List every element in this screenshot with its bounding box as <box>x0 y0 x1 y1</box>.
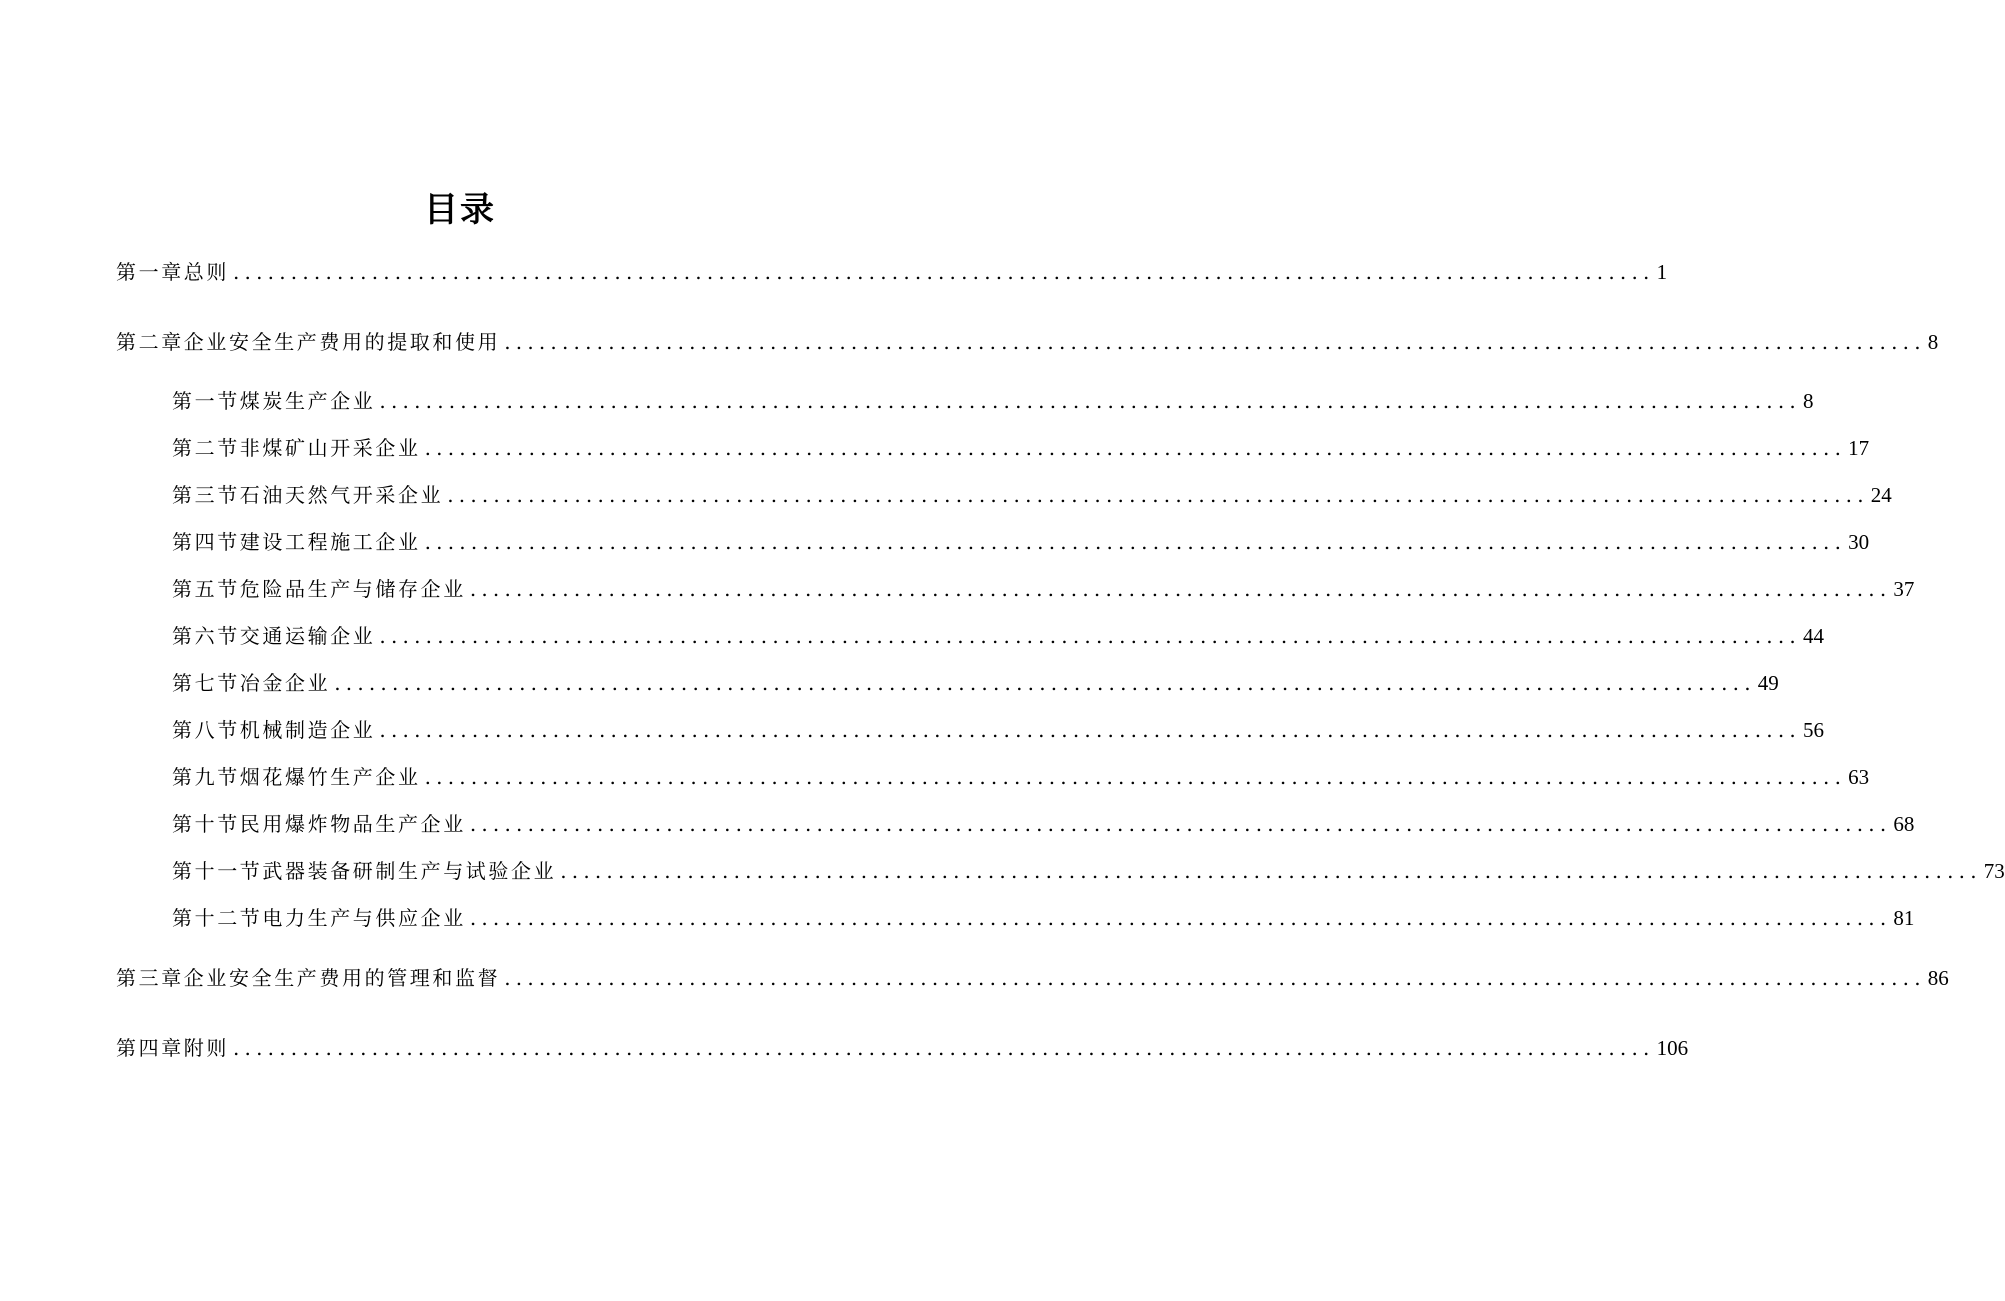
toc-dot-leader: ........................................................................................................................... <box>560 859 1982 883</box>
toc-entry-section-5[interactable] <box>172 573 1915 605</box>
toc-dot-leader: ........................................................................................................................... <box>379 389 1801 413</box>
toc-dot-leader: ........................................................................................................................... <box>469 577 1892 601</box>
toc-entry-label: 第十一节武器装备研制生产与试验企业 <box>172 859 557 883</box>
toc-page-number: 81 <box>1893 906 1915 930</box>
toc-entry-label: 第九节烟花爆竹生产企业 <box>172 765 421 789</box>
toc-entry-label: 第二节非煤矿山开采企业 <box>172 436 421 460</box>
toc-entry-section-11[interactable] <box>172 855 2005 887</box>
toc-entry-section-2[interactable] <box>172 432 1870 464</box>
toc-dot-leader: ........................................................................................................................... <box>469 812 1892 836</box>
toc-entry-label: 第五节危险品生产与储存企业 <box>172 577 466 601</box>
toc-entry-label: 第二章企业安全生产费用的提取和使用 <box>116 330 501 354</box>
toc-entry-label: 第一章总则 <box>116 260 229 284</box>
toc-page-number: 37 <box>1893 577 1915 601</box>
toc-page-number: 63 <box>1848 765 1870 789</box>
toc-entry-section-12[interactable] <box>172 902 1915 934</box>
toc-page-number: 24 <box>1870 483 1892 507</box>
toc-entry-chapter-2[interactable] <box>116 326 1939 358</box>
toc-entry-label: 第十节民用爆炸物品生产企业 <box>172 812 466 836</box>
toc-entry-label: 第三章企业安全生产费用的管理和监督 <box>116 966 501 990</box>
page-title: 目录 <box>424 190 496 230</box>
toc-page-number: 17 <box>1848 436 1870 460</box>
toc-entry-label: 第四章附则 <box>116 1036 229 1060</box>
toc-entry-label: 第三节石油天然气开采企业 <box>172 483 444 507</box>
toc-entry-label: 第六节交通运输企业 <box>172 624 376 648</box>
toc-entry-chapter-1[interactable] <box>116 256 1668 288</box>
toc-dot-leader: ........................................................................................................................... <box>334 671 1756 695</box>
toc-entry-section-6[interactable] <box>172 620 1824 652</box>
toc-entry-chapter-4[interactable] <box>116 1032 1689 1064</box>
toc-page-number: 49 <box>1757 671 1779 695</box>
toc-dot-leader: ........................................................................................................................... <box>447 483 1869 507</box>
toc-page-number: 73 <box>1983 859 2005 883</box>
toc-entry-chapter-3[interactable] <box>116 962 1949 994</box>
toc-entry-section-9[interactable] <box>172 761 1870 793</box>
toc-dot-leader: ........................................................................................................................... <box>424 765 1847 789</box>
toc-entry-label: 第一节煤炭生产企业 <box>172 389 376 413</box>
toc-entry-section-1[interactable] <box>172 385 1814 417</box>
toc-dot-leader: ........................................................................................................................... <box>424 530 1847 554</box>
toc-dot-leader: ........................................................................................................................... <box>504 966 1926 990</box>
toc-page-number: 56 <box>1802 718 1824 742</box>
toc-dot-leader: ........................................................................................................................... <box>424 436 1847 460</box>
toc-entry-section-4[interactable] <box>172 526 1870 558</box>
toc-entry-label: 第八节机械制造企业 <box>172 718 376 742</box>
toc-page-number: 106 <box>1656 1036 1689 1060</box>
toc-dot-leader: ........................................................................................................................... <box>233 260 1655 284</box>
toc-page-number: 8 <box>1802 389 1814 413</box>
toc-entry-label: 第四节建设工程施工企业 <box>172 530 421 554</box>
toc-page-number: 68 <box>1893 812 1915 836</box>
toc-entry-section-8[interactable] <box>172 714 1824 746</box>
toc-entry-section-10[interactable] <box>172 808 1915 840</box>
toc-entry-section-3[interactable] <box>172 479 1892 511</box>
toc-dot-leader: ........................................................................................................................... <box>504 330 1926 354</box>
toc-dot-leader: ........................................................................................................................... <box>379 718 1801 742</box>
toc-entry-label: 第七节冶金企业 <box>172 671 331 695</box>
toc-entry-section-7[interactable] <box>172 667 1779 699</box>
toc-page-number: 1 <box>1656 260 1668 284</box>
toc-page-number: 86 <box>1927 966 1949 990</box>
toc-dot-leader: ........................................................................................................................... <box>379 624 1801 648</box>
toc-page-number: 30 <box>1848 530 1870 554</box>
toc-dot-leader: ........................................................................................................................... <box>233 1036 1655 1060</box>
toc-page-number: 8 <box>1927 330 1939 354</box>
toc-page-number: 44 <box>1802 624 1824 648</box>
toc-dot-leader: ........................................................................................................................... <box>469 906 1892 930</box>
toc-entry-label: 第十二节电力生产与供应企业 <box>172 906 466 930</box>
